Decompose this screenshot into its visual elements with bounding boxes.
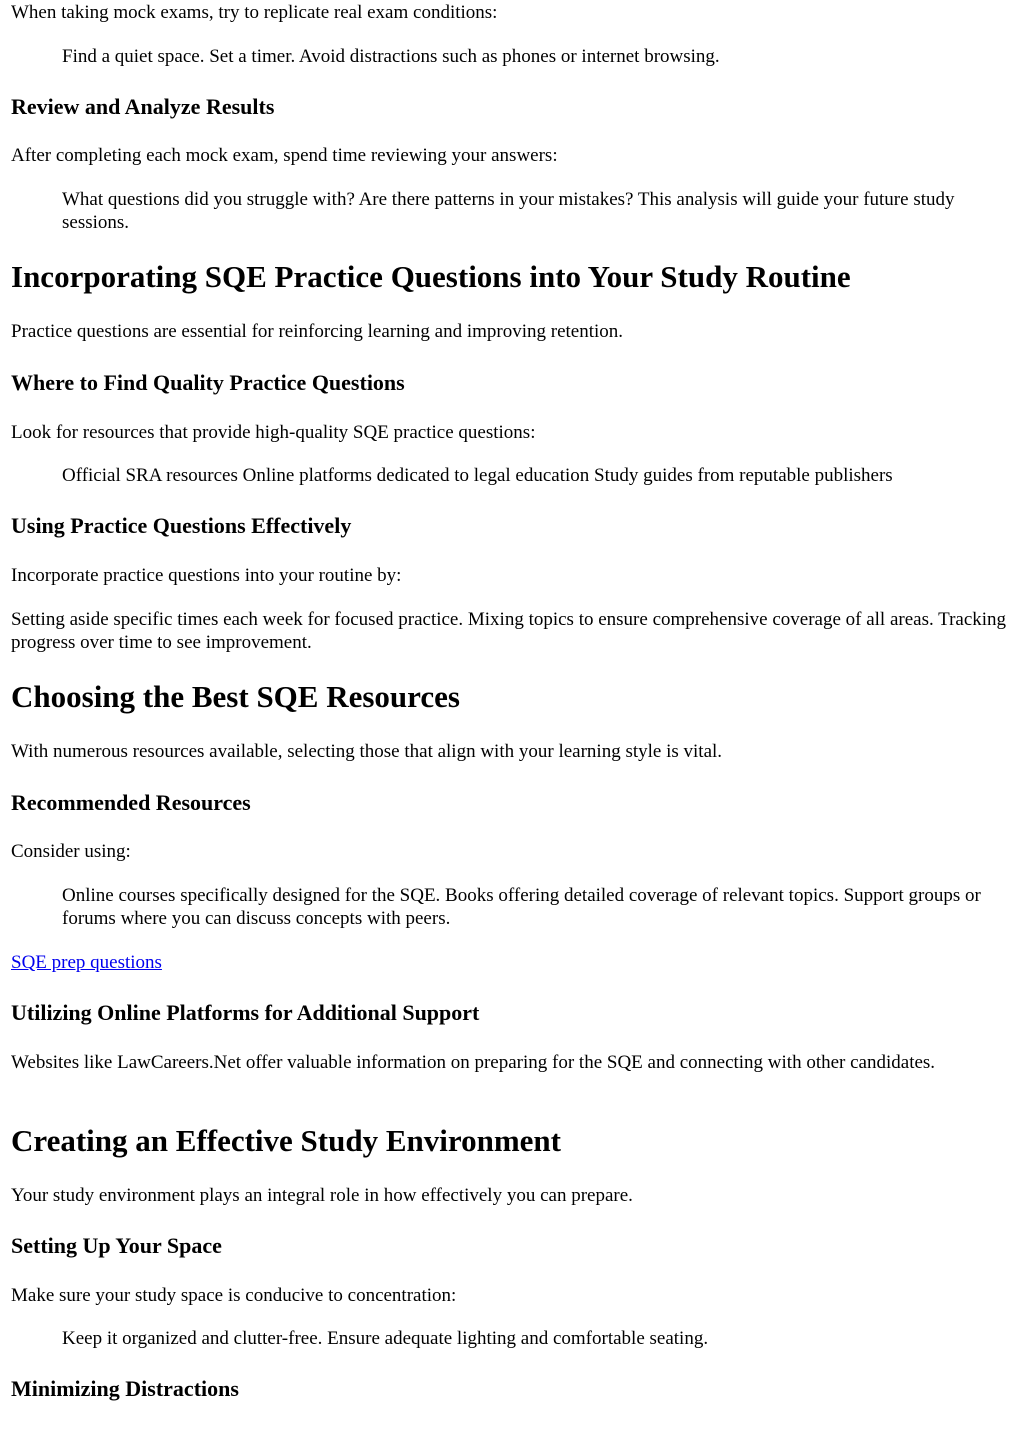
paragraph-mock-exam-conditions: When taking mock exams, try to replicate real exam conditions: [11,2,498,23]
paragraph-study-environment-role: Your study environment plays an integral role in how effectively you can prepare. [11,1185,633,1206]
paragraph-lawcareers: Websites like LawCareers.Net offer valuable information on preparing for the SQE and connecting with other candidates. [11,1052,936,1073]
heading-minimizing-distractions: Minimizing Distractions [11,1376,239,1401]
heading-recommended-resources: Recommended Resources [11,790,251,815]
heading-incorporating-practice-questions: Incorporating SQE Practice Questions into Your Study Routine [11,259,851,294]
blockquote-recommended-list: Online courses specifically designed for the SQE. Books offering detailed coverage of relevant topics. Support groups or forums where you can discuss concepts with peers. [62,885,981,929]
heading-review-analyze-results: Review and Analyze Results [11,94,275,119]
sqe-prep-questions-link[interactable]: SQE prep questions [11,952,162,973]
paragraph-study-space-concentration: Make sure your study space is conducive to concentration: [11,1285,457,1306]
paragraph-practice-questions-essential: Practice questions are essential for reinforcing learning and improving retention. [11,321,624,342]
blockquote-review-questions: What questions did you struggle with? Are there patterns in your mistakes? This analysis will guide your future study sessions. [62,189,955,233]
paragraph-incorporate-routine: Incorporate practice questions into your routine by: [11,565,402,586]
heading-where-to-find-questions: Where to Find Quality Practice Questions [11,370,405,395]
heading-creating-study-environment: Creating an Effective Study Environment [11,1123,561,1158]
paragraph-after-mock-exam: After completing each mock exam, spend time reviewing your answers: [11,145,558,166]
paragraph-practice-strategies: Setting aside specific times each week for focused practice. Mixing topics to ensure comprehensive coverage of all areas. Tracking progress over time to see improvement. [11,609,1007,653]
blockquote-space-tips: Keep it organized and clutter-free. Ensure adequate lighting and comfortable seating. [62,1328,709,1349]
heading-choosing-best-resources: Choosing the Best SQE Resources [11,679,460,714]
blockquote-exam-conditions-tips: Find a quiet space. Set a timer. Avoid distractions such as phones or internet browsing. [62,46,720,67]
link-paragraph [11,951,162,974]
blockquote-resource-list: Official SRA resources Online platforms dedicated to legal education Study guides from reputable publishers [62,465,893,486]
heading-using-questions-effectively: Using Practice Questions Effectively [11,513,352,538]
heading-utilizing-online-platforms: Utilizing Online Platforms for Additional Support [11,1000,480,1025]
paragraph-consider-using: Consider using: [11,841,131,862]
heading-setting-up-space: Setting Up Your Space [11,1233,222,1258]
paragraph-look-for-resources: Look for resources that provide high-quality SQE practice questions: [11,422,536,443]
paragraph-numerous-resources: With numerous resources available, selecting those that align with your learning style is vital. [11,741,723,762]
